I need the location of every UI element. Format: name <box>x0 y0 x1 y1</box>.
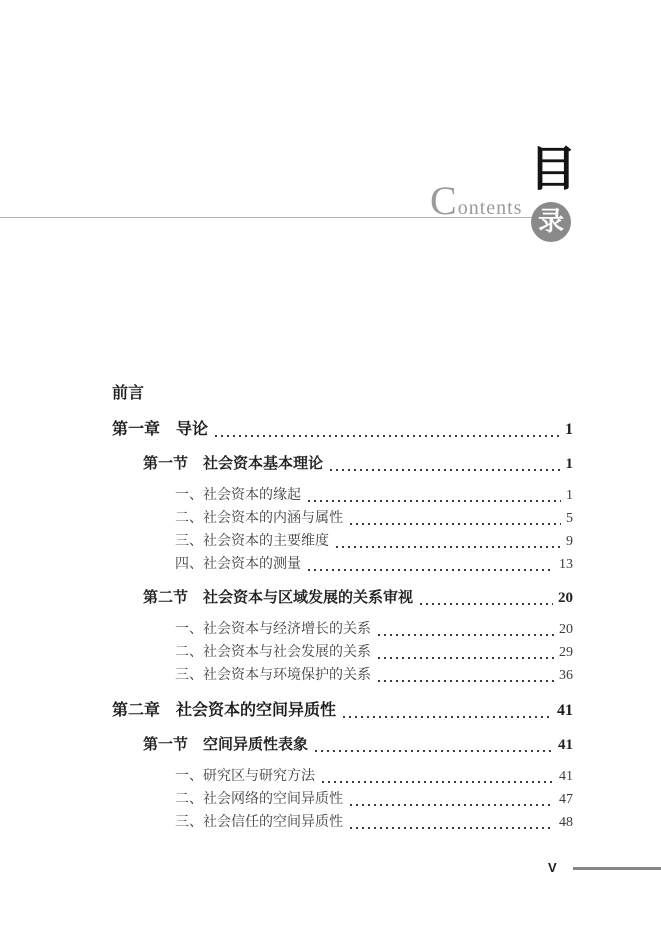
toc-entry <box>112 418 573 442</box>
toc-page-number: 9 <box>566 534 573 549</box>
toc-page-number: 47 <box>559 792 573 807</box>
toc-dot-leader <box>330 469 560 471</box>
toc-entry <box>112 484 573 507</box>
toc-entry-title: 三、社会信任的空间异质性 <box>175 815 343 830</box>
toc-page-number: 20 <box>558 590 573 606</box>
toc-entry <box>112 452 573 476</box>
toc-entry <box>112 586 573 610</box>
toc-entry <box>112 618 573 641</box>
toc-entry-title: 一、研究区与研究方法 <box>175 769 315 784</box>
toc-page-number: 48 <box>559 815 573 830</box>
contents-initial-letter: C <box>430 178 458 223</box>
toc-page-number: 41 <box>558 737 573 753</box>
toc-page-number: 36 <box>559 668 573 683</box>
toc-entry-title: 四、社会资本的测量 <box>175 557 301 572</box>
toc-dot-leader <box>315 750 553 752</box>
toc-dot-leader <box>350 523 561 525</box>
toc-entry-title: 一、社会资本的缘起 <box>175 488 301 503</box>
toc-entry <box>112 641 573 664</box>
toc-page-number: 5 <box>566 511 573 526</box>
footer-rule <box>573 867 661 870</box>
toc-dot-leader <box>322 781 554 783</box>
toc-entry-title: 前言 <box>112 385 145 402</box>
contents-rest-letters: ontents <box>457 197 523 219</box>
toc-page-number: 41 <box>557 702 573 719</box>
toc-entry <box>112 507 573 530</box>
toc-page-number: 13 <box>559 557 573 572</box>
toc-entry-title: 第二章 社会资本的空间异质性 <box>112 702 337 719</box>
toc-entry-title: 第一章 导论 <box>112 421 209 438</box>
toc-dot-leader <box>350 827 554 829</box>
toc-page-number: 1 <box>565 456 573 472</box>
title-badge-circle <box>531 202 571 242</box>
toc-dot-leader <box>378 657 554 659</box>
toc-entry <box>112 664 573 687</box>
toc-list <box>112 382 573 834</box>
toc-entry <box>112 553 573 576</box>
toc-entry-title: 二、社会网络的空间异质性 <box>175 792 343 807</box>
toc-dot-leader <box>215 435 560 437</box>
toc-dot-leader <box>336 546 561 548</box>
toc-entry <box>112 733 573 757</box>
toc-dot-leader <box>378 634 554 636</box>
folio-page-number: V <box>548 860 557 875</box>
toc-dot-leader <box>308 500 561 502</box>
toc-dot-leader <box>350 804 554 806</box>
toc-entry <box>112 699 573 723</box>
toc-entry-title: 三、社会资本的主要维度 <box>175 534 329 549</box>
toc-dot-leader <box>308 569 554 571</box>
toc-page-number: 41 <box>559 769 573 784</box>
toc-entry-title: 二、社会资本与社会发展的关系 <box>175 645 371 660</box>
toc-dot-leader <box>378 680 554 682</box>
toc-page-number: 1 <box>565 421 573 438</box>
toc-dot-leader <box>420 603 553 605</box>
toc-entry <box>112 811 573 834</box>
toc-dot-leader <box>343 716 552 718</box>
toc-entry-title: 第一节 空间异质性表象 <box>143 736 309 753</box>
toc-page-number: 1 <box>566 488 573 503</box>
toc-entry <box>112 788 573 811</box>
toc-entry <box>112 765 573 788</box>
contents-wordmark <box>430 178 523 223</box>
toc-entry-title: 第二节 社会资本与区域发展的关系审视 <box>143 589 414 606</box>
toc-entry-title: 三、社会资本与环境保护的关系 <box>175 668 371 683</box>
title-char-lu: 录 <box>537 207 564 236</box>
toc-entry-title: 一、社会资本与经济增长的关系 <box>175 622 371 637</box>
toc-entry <box>112 530 573 553</box>
toc-entry-title: 二、社会资本的内涵与属性 <box>175 511 343 526</box>
title-char-mu: 目 <box>529 143 578 196</box>
toc-entry <box>112 382 573 406</box>
toc-page-number: 20 <box>559 622 573 637</box>
toc-page-number: 29 <box>559 645 573 660</box>
toc-entry-title: 第一节 社会资本基本理论 <box>143 455 324 472</box>
